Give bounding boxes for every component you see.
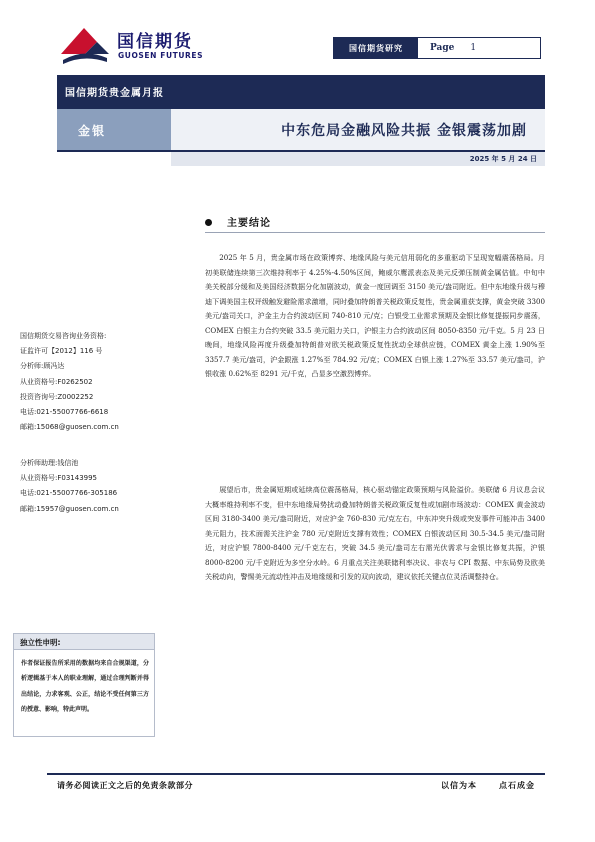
page-header-box	[333, 37, 541, 59]
report-date: 2025 年 5 月 24 日	[469, 155, 537, 163]
footer-divider	[47, 773, 545, 775]
contact-email[interactable]: 邮箱:15957@guosen.com.cn	[20, 504, 119, 513]
declaration-body: 作者保证报告所采用的数据均来自合规渠道，分析逻辑基于本人的职业理解，通过合理判断并得出结论，力求客观、公正，结论不受任何第三方的授意、影响，特此声明。	[21, 660, 149, 713]
footer-disclaimer: 请务必阅读正文之后的免责条款部分	[57, 781, 193, 790]
conclusion-paragraph-1	[205, 251, 545, 382]
contact-line: 电话:021-55007766-6618	[20, 408, 109, 417]
contact-line: 投资咨询号:Z0002252	[20, 392, 94, 401]
section-heading: 主要结论	[227, 218, 271, 229]
report-series-banner	[57, 75, 545, 109]
analyst-contact-block	[20, 329, 170, 435]
footer-motto	[441, 780, 535, 791]
bullet-icon	[205, 219, 212, 226]
metal-category-label: 金银	[78, 124, 107, 138]
brand-name-cn: 国信期货	[117, 32, 193, 52]
page-label: Page	[430, 43, 455, 53]
contact-line: 分析师:顾冯达	[20, 362, 65, 371]
conclusion-paragraph-2	[205, 483, 545, 585]
report-series-title: 国信期货贵金属月报	[65, 88, 164, 99]
brand-name-en: GUOSEN FUTURES	[118, 51, 204, 60]
assistant-contact-block	[20, 456, 170, 517]
contact-line: 证监许可【2012】116 号	[20, 347, 103, 356]
date-bar	[171, 152, 545, 166]
guosen-logo	[57, 24, 217, 66]
contact-line: 从业资格号:F03143995	[20, 474, 98, 483]
metal-category-tab	[57, 109, 171, 150]
paragraph-text: 展望后市，贵金属短期或延续高位震荡格局，核心驱动锚定政策预期与风险溢价。美联储 6 月议息会议大概率维持利率不变，但中东地缘局势扰动叠加特朗普关税政策反复性或加剧市场波动：COMEX 黄金波动区间 3180-3400 美元/盎司附近，对应沪金 760-830 元/克左右，中东冲突升级或突发事件可能冲击 3400 美元阻力，技术面需关注沪金 780 元/克附近支撑有效性；COMEX 白银波动区间 30.5-34.5 美元/盎司附近，对应沪银 7800-8400 元/千克左右，突破 34.5 美元/盎司左右需光伏需求与金银比修复共振，沪银 8000-8200 元/千克附近为多空分水岭。6 月重点关注美联储利率决议、非农与 CPI 数据、中东局势及欧美关税动向，警惕美元流动性冲击及地缘缓和引发的双向波动，建议依托关键点位灵活调整持仓。	[205, 485, 545, 581]
report-title-strip	[171, 109, 545, 150]
declaration-title: 独立性申明:	[20, 638, 61, 647]
contact-line: 从业资格号:F0262502	[20, 377, 93, 386]
contact-line: 电话:021-55007766-305186	[20, 489, 118, 498]
contact-line: 分析师助理:钱信池	[20, 459, 79, 467]
section-label: 国信期货研究	[334, 38, 418, 58]
independence-declaration-box	[13, 633, 155, 737]
page-number: 1	[470, 43, 477, 53]
motto-part-2: 点石成金	[499, 781, 535, 790]
heading-divider	[205, 232, 545, 233]
paragraph-text: 2025 年 5 月，贵金属市场在政策博弈、地缘风险与美元信用弱化的多重驱动下呈现宽幅震荡格局。月初美联储连续第三次维持利率于 4.25%-4.50%区间，鲍威尔鹰派表态及美元反弹压制黄金属估值。中旬中美关税部分缓和及美国经济数据分化加剧波动，黄金一度回调至 3150 美元/盎司附近。但中东地缘升级与穆迪下调美国主权评级触发避险需求激增，同时叠加特朗普关税政策反复性，贵金属重获支撑，黄金突破 3300 美元/盎司关口，沪金主力合约波动区间 740-810 元/克；白银受工业需求预期及金银比修复提振同步震荡，COMEX 白银主力合约突破 33.5 美元阻力关口，沪银主力合约波动区间 8050-8350 元/千克。5 月 23 日晚间，地缘风险再度升级叠加特朗普对欧关税政策反复性扰动全球供应链，COMEX 黄金上涨 1.90%至 3357.7 美元/盎司，沪金跟涨 1.27%至 784.92 元/克；COMEX 白银上涨 1.27%至 33.57 美元/盎司，沪银收涨 0.62%至 8291 元/千克，凸显多空激烈博弈。	[205, 253, 545, 378]
report-title: 中东危局金融风险共振 金银震荡加剧	[281, 123, 527, 139]
declaration-header	[14, 634, 154, 650]
page-indicator	[418, 38, 540, 58]
motto-part-1: 以信为本	[441, 781, 477, 790]
guosen-logo-mark-icon	[57, 24, 111, 66]
contact-line: 国信期货交易咨询业务资格:	[20, 332, 107, 340]
contact-email[interactable]: 邮箱:15068@guosen.com.cn	[20, 423, 119, 432]
